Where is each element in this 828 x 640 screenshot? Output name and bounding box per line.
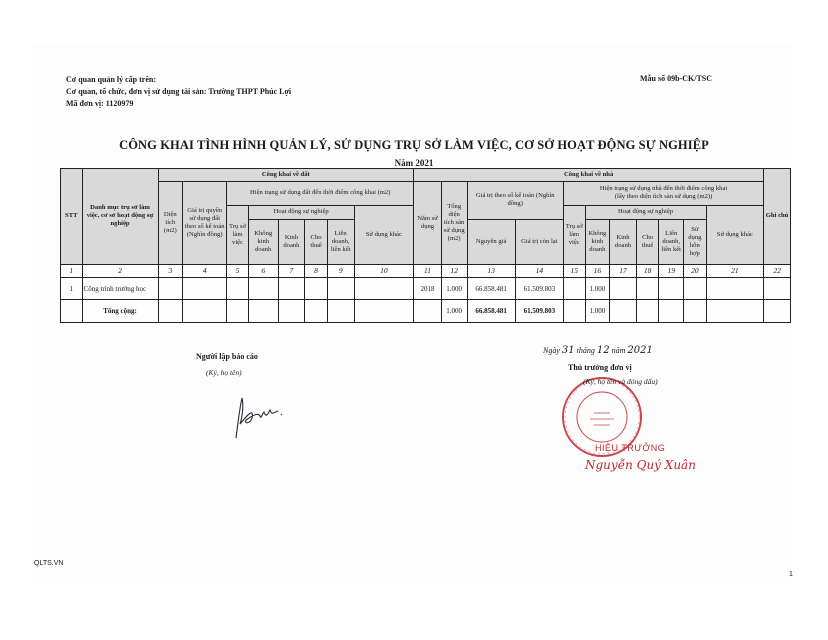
preparer-title: Người lập báo cáo: [196, 352, 258, 361]
page-number: 1: [789, 571, 793, 578]
col-biz: Kinh doanh: [278, 219, 305, 264]
col-year-used: Năm sử dụng: [414, 182, 442, 265]
header-supervisor: Cơ quan quản lý cấp trên:: [66, 75, 157, 84]
col-house-joint: Liên doanh, liên kết: [659, 219, 684, 264]
preparer-signature: [228, 392, 288, 444]
report-table: [60, 168, 791, 323]
column-number: 8: [305, 264, 328, 277]
house-status-label: Hiện trạng sử dụng nhà đến thời điểm công khai: [599, 185, 728, 193]
principal-name: Nguyễn Quý Xuân: [585, 458, 696, 472]
total-floor: 1.000: [441, 300, 467, 323]
col-category: Danh mục trụ sở làm việc, cơ sở hoạt động sự nghiệp: [82, 169, 158, 265]
house-status-sub: (lấy theo diện tích sàn sử dụng (m2)): [614, 193, 713, 201]
group-house-status: [563, 182, 763, 206]
row1-house-nonbiz: 1.000: [585, 277, 610, 300]
column-number: 15: [563, 264, 585, 277]
col-house-mixed: Sử dụng hỗn hợp: [684, 219, 707, 264]
column-number: 9: [327, 264, 354, 277]
date-month-word: tháng: [576, 346, 595, 355]
col-total-floor: Tổng diện tích sàn sử dụng (m2): [441, 182, 467, 265]
col-other: Sử dụng khác: [354, 205, 414, 264]
group-business: Hoạt động sự nghiệp: [248, 205, 354, 219]
date-year: 2021: [627, 345, 653, 356]
date-prefix: Ngày: [543, 346, 560, 355]
column-number: 18: [636, 264, 659, 277]
total-original: 66.858.481: [467, 300, 515, 323]
row1-stt: 1: [61, 277, 83, 300]
report-year: Năm 2021: [394, 158, 434, 168]
principal-title: HIỆU TRƯỞNG: [595, 443, 666, 453]
head-of-unit-title: Thủ trưởng đơn vị: [568, 363, 632, 372]
date-year-word: năm: [611, 346, 626, 355]
col-stt: STT: [61, 169, 83, 265]
report-title: CÔNG KHAI TÌNH HÌNH QUẢN LÝ, SỬ DỤNG TRỤ SỞ LÀM VIỆC, CƠ SỞ HOẠT ĐỘNG SỰ NGHIỆP: [119, 138, 709, 152]
col-office: Trụ sở làm việc: [227, 205, 249, 264]
column-number: 14: [515, 264, 563, 277]
column-number: 2: [82, 264, 158, 277]
row1-remaining: 61.509.803: [515, 277, 563, 300]
total-house-nonbiz: 1.000: [585, 300, 610, 323]
column-number: 3: [158, 264, 183, 277]
total-remaining: 61.509.803: [515, 300, 563, 323]
header-organization: Cơ quan, tổ chức, đơn vị sử dụng tài sản: Trường THPT Phúc Lợi: [66, 87, 292, 96]
col-house-nonbiz: Không kinh doanh: [585, 219, 610, 264]
group-house: Công khai về nhà: [414, 169, 764, 182]
column-number: 20: [684, 264, 707, 277]
column-number: 19: [659, 264, 684, 277]
column-number: 12: [441, 264, 467, 277]
row1-year: 2018: [414, 277, 442, 300]
column-number: 7: [278, 264, 305, 277]
column-number-row: [61, 264, 791, 277]
head-of-unit-sign-note: (Ký, họ tên và đóng dấu): [583, 377, 658, 386]
column-number: 13: [467, 264, 515, 277]
col-house-office: Trụ sở làm việc: [563, 205, 585, 264]
col-land-value: Giá trị quyền sử dụng đất theo sổ kế toán (Nghìn đồng): [183, 182, 227, 265]
row1-floor: 1.000: [441, 277, 467, 300]
col-house-other: Sử dụng khác: [706, 205, 764, 264]
total-label: Tổng cộng:: [82, 300, 158, 323]
form-code: Mẫu số 09b-CK/TSC: [640, 74, 713, 83]
col-land-area: Diện tích (m2): [158, 182, 183, 265]
row1-original: 66.858.481: [467, 277, 515, 300]
column-number: 16: [585, 264, 610, 277]
col-notes: Ghi chú: [764, 169, 791, 265]
table-row: [61, 277, 791, 300]
column-number: 17: [610, 264, 637, 277]
column-number: 6: [248, 264, 278, 277]
column-number: 10: [354, 264, 414, 277]
preparer-sign-note: (Ký, họ tên): [206, 368, 242, 377]
column-number: 5: [227, 264, 249, 277]
column-number: 4: [183, 264, 227, 277]
col-remaining: Giá trị còn lại: [515, 219, 563, 264]
col-house-biz: Kinh doanh: [610, 219, 637, 264]
col-joint: Liên doanh, liên kết: [327, 219, 354, 264]
group-land: Công khai về đất: [158, 169, 414, 182]
footer-brand: QLTS.VN: [34, 560, 64, 567]
column-number: 1: [61, 264, 83, 277]
table-row-total: [61, 300, 791, 323]
date-day: 31: [561, 345, 575, 356]
col-house-rent: Cho thuê: [636, 219, 659, 264]
column-number: 22: [764, 264, 791, 277]
col-original: Nguyên giá: [467, 219, 515, 264]
col-rent: Cho thuê: [305, 219, 328, 264]
column-number: 21: [706, 264, 764, 277]
row1-name: Công trình trường học: [82, 277, 158, 300]
group-book-value: Giá trị theo sổ kế toán (Nghìn đồng): [467, 182, 563, 220]
report-date: [543, 345, 653, 356]
group-house-business: Hoạt động sự nghiệp: [585, 205, 706, 219]
col-nonbiz: Không kinh doanh: [248, 219, 278, 264]
column-number: 11: [414, 264, 442, 277]
header-unit-code: Mã đơn vị: 1120979: [66, 99, 134, 108]
group-land-status: Hiện trạng sử dụng đất đến thời điểm công khai (m2): [227, 182, 414, 206]
date-month: 12: [596, 345, 610, 356]
